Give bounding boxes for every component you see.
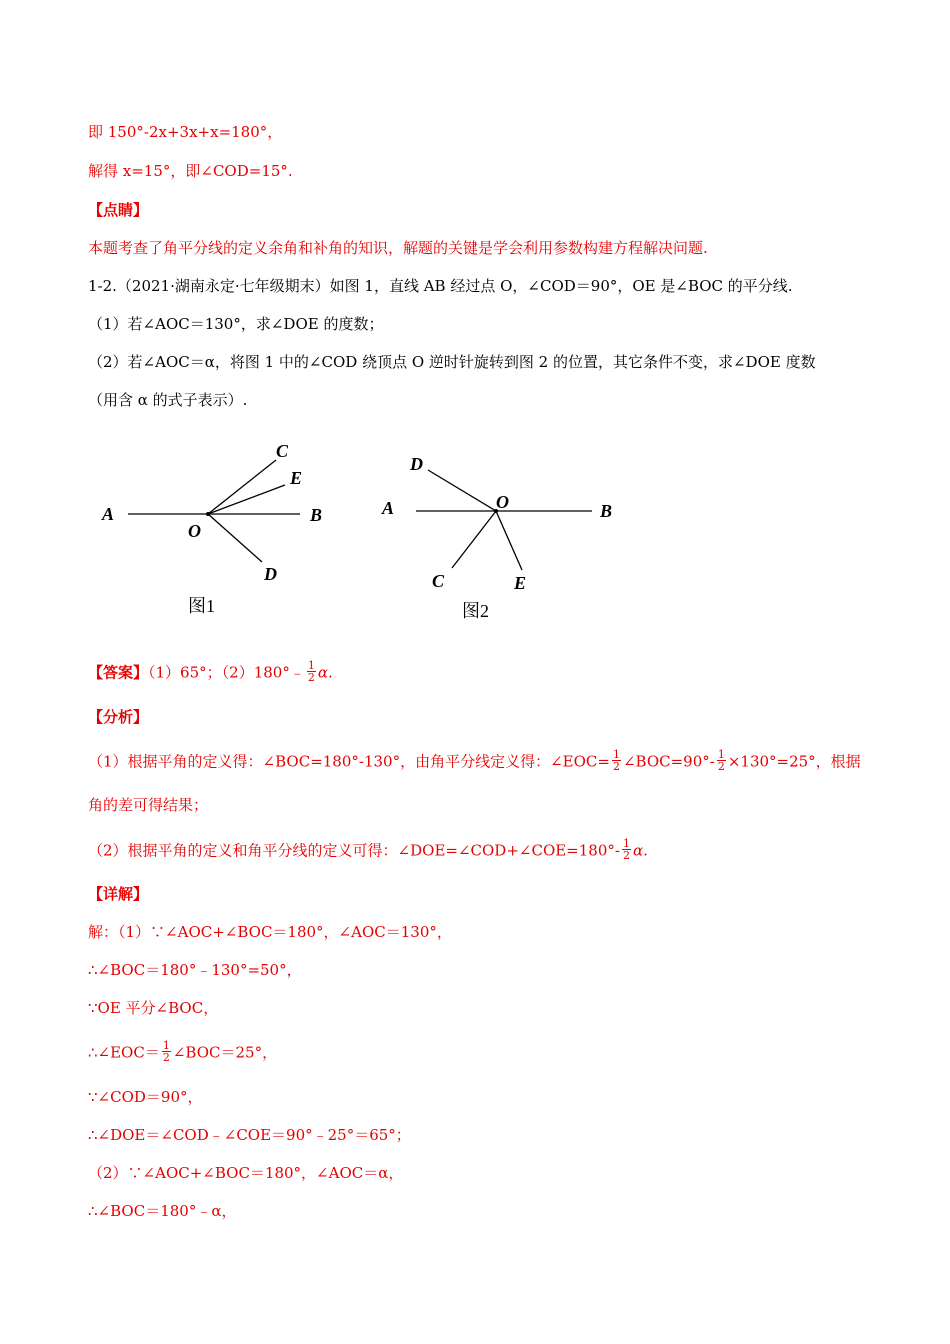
problem-part2-line1: （2）若∠AOC＝α，将图 1 中的∠COD 绕顶点 O 逆时针旋转到图 2 的位置，其它条件不变，求∠DOE 度数	[88, 353, 816, 371]
analysis-fraction-1: $\frac{1}{2}$	[612, 748, 620, 773]
answer-line	[88, 659, 333, 685]
detail-step-3: ∵OE 平分∠BOC，	[88, 999, 219, 1017]
fig2-label-a: A	[382, 498, 395, 518]
fig2-label-e: E	[514, 573, 527, 593]
fig1-label-a: A	[102, 504, 115, 524]
fig1-ray-od	[208, 514, 262, 562]
problem-part2-line2: （用含 α 的式子表示）.	[88, 391, 248, 409]
analysis-line3: （2）根据平角的定义和角平分线的定义可得：∠DOE=∠COD+∠COE=180°- $\frac{1}{2}$ α.	[88, 837, 648, 862]
fig1-ray-oe	[208, 485, 285, 514]
detail-step-7: （2）∵∠AOC+∠BOC＝180°，∠AOC＝α，	[88, 1164, 404, 1182]
answer-fraction: $\frac{1}{2}$	[307, 659, 315, 684]
answer-text-b: α.	[317, 663, 333, 682]
detail-step-2: ∴∠BOC＝180°﹣130°=50°，	[88, 961, 302, 979]
comment-text: 本题考查了角平分线的定义余角和补角的知识，解题的关键是学会利用参数构建方程解决问题.	[88, 239, 708, 257]
fig1-caption: 图1	[188, 596, 215, 616]
solution-result-line: 解得 x=15°，即∠COD=15°.	[88, 162, 293, 180]
detail-header: 【详解】	[88, 885, 149, 903]
fig1-label-b: B	[310, 505, 323, 525]
problem-title: 1-2.（2021·湖南永定·七年级期末）如图 1，直线 AB 经过点 O，∠COD＝90°，OE 是∠BOC 的平分线.	[88, 277, 793, 295]
analysis-fraction-3: $\frac{1}{2}$	[622, 837, 630, 862]
fig2-label-o: O	[496, 492, 509, 512]
analysis-header: 【分析】	[88, 708, 149, 726]
figure-1	[90, 430, 350, 625]
fig1-label-o: O	[188, 521, 201, 541]
fig1-ray-oc	[208, 460, 276, 514]
fig1-label-e: E	[290, 468, 303, 488]
answer-header: 【答案】	[88, 663, 149, 682]
fig2-ray-oc	[452, 511, 496, 568]
detail-step-6: ∴∠DOE＝∠COD﹣∠COE＝90°﹣25°＝65°；	[88, 1126, 411, 1144]
fig2-ray-od	[428, 470, 496, 511]
detail-fraction: $\frac{1}{2}$	[162, 1039, 170, 1064]
solution-equation-line: 即 150°-2x+3x+x=180°，	[88, 123, 283, 141]
detail-step-4: ∴∠EOC＝ $\frac{1}{2}$ ∠BOC＝25°，	[88, 1039, 278, 1064]
analysis-fraction-2: $\frac{1}{2}$	[717, 748, 725, 773]
detail-step-5: ∵∠COD＝90°，	[88, 1088, 203, 1106]
analysis-line1: （1）根据平角的定义得：∠BOC=180°-130°，由角平分线定义得：∠EOC= $\frac{1}{2}$ ∠BOC=90°- $\frac{1}{2}$ ×130°=25°，根据	[88, 748, 861, 773]
fig2-caption: 图2	[462, 601, 489, 621]
fig2-label-d: D	[410, 454, 423, 474]
fig1-label-d: D	[264, 564, 277, 584]
detail-step-1: 解：（1）∵∠AOC+∠BOC＝180°，∠AOC＝130°，	[88, 923, 452, 941]
fig1-point-o	[206, 512, 210, 516]
figure-2	[370, 440, 630, 630]
fig2-ray-oe	[496, 511, 522, 570]
comment-header: 【点睛】	[88, 201, 149, 219]
analysis-line2: 角的差可得结果；	[88, 796, 209, 814]
fig1-label-c: C	[276, 441, 289, 461]
fig2-label-c: C	[432, 571, 445, 591]
fig2-label-b: B	[600, 501, 613, 521]
detail-step-8: ∴∠BOC＝180°﹣α，	[88, 1202, 237, 1220]
answer-text-a: （1）65°；（2）180°﹣	[148, 663, 305, 682]
problem-part1: （1）若∠AOC＝130°，求∠DOE 的度数；	[88, 315, 384, 333]
